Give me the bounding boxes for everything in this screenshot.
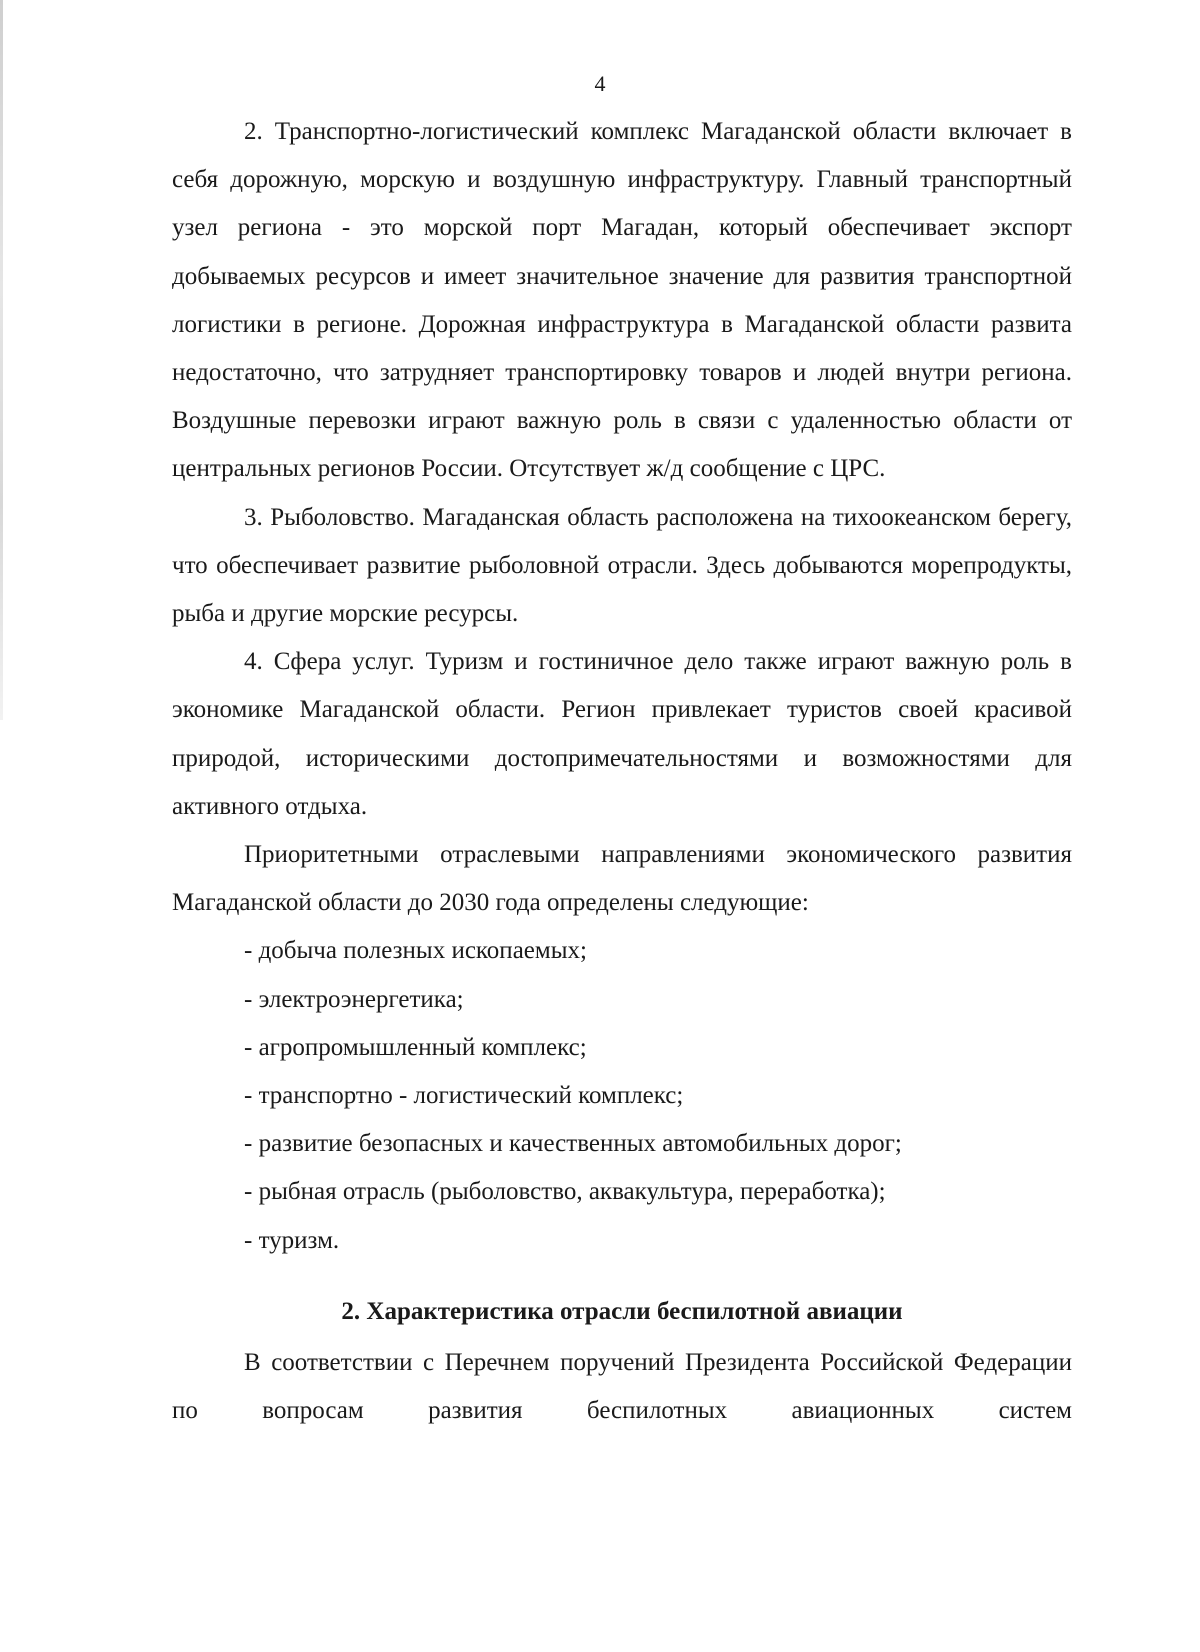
- list-item-roads: - развитие безопасных и качественных автомобильных дорог;: [244, 1130, 902, 1158]
- list-item-agro: - агропромышленный комплекс;: [244, 1033, 587, 1061]
- page-number: 4: [594, 71, 606, 96]
- paragraph-services: 4. Сфера услуг. Туризм и гостиничное дело также играют важную роль в экономике Магаданской области. Регион привлекает туристов своей красивой природой, историческими достопримечательностями и возможностями для активного отдыха.: [172, 648, 1072, 820]
- list-item-mining: - добыча полезных ископаемых;: [244, 937, 587, 965]
- list-item-transport: - транспортно - логистический комплекс;: [244, 1082, 684, 1110]
- section-heading: 2. Характеристика отрасли беспилотной авиации: [341, 1297, 903, 1325]
- list-item-tourism: - туризм.: [244, 1226, 340, 1254]
- document-body: [172, 108, 1072, 1435]
- list-item-power: - электроэнергетика;: [244, 985, 464, 1013]
- paragraph-drone-intro: В соответствии с Перечнем поручений Президента Российской Федерации по вопросам развития беспилотных авиационных систем: [172, 1349, 1072, 1425]
- paragraph-priorities-intro: Приоритетными отраслевыми направлениями экономического развития Магаданской области до 2030 года определены следующие:: [172, 841, 1072, 917]
- list-item-fish-industry: - рыбная отрасль (рыболовство, аквакультура, переработка);: [244, 1178, 886, 1206]
- scan-edge-shadow: [0, 0, 3, 720]
- paragraph-fishing: 3. Рыболовство. Магаданская область расположена на тихоокеанском берегу, что обеспечивает развитие рыболовной отрасли. Здесь добываются морепродукты, рыба и другие морские ресурсы.: [172, 503, 1072, 628]
- paragraph-transport-logistics: 2. Транспортно-логистический комплекс Магаданской области включает в себя дорожную, морскую и воздушную инфраструктуру. Главный транспортный узел региона - это морской порт Магадан, который обеспечивает экспорт добываемых ресурсов и имеет значительное значение для развития транспортной логистики в регионе. Дорожная инфраструктура в Магаданской области развита недостаточно, что затрудняет транспортировку товаров и людей внутри региона. Воздушные перевозки играют важную роль в связи с удаленностью области от центральных регионов России. Отсутствует ж/д сообщение с ЦРС.: [172, 118, 1072, 483]
